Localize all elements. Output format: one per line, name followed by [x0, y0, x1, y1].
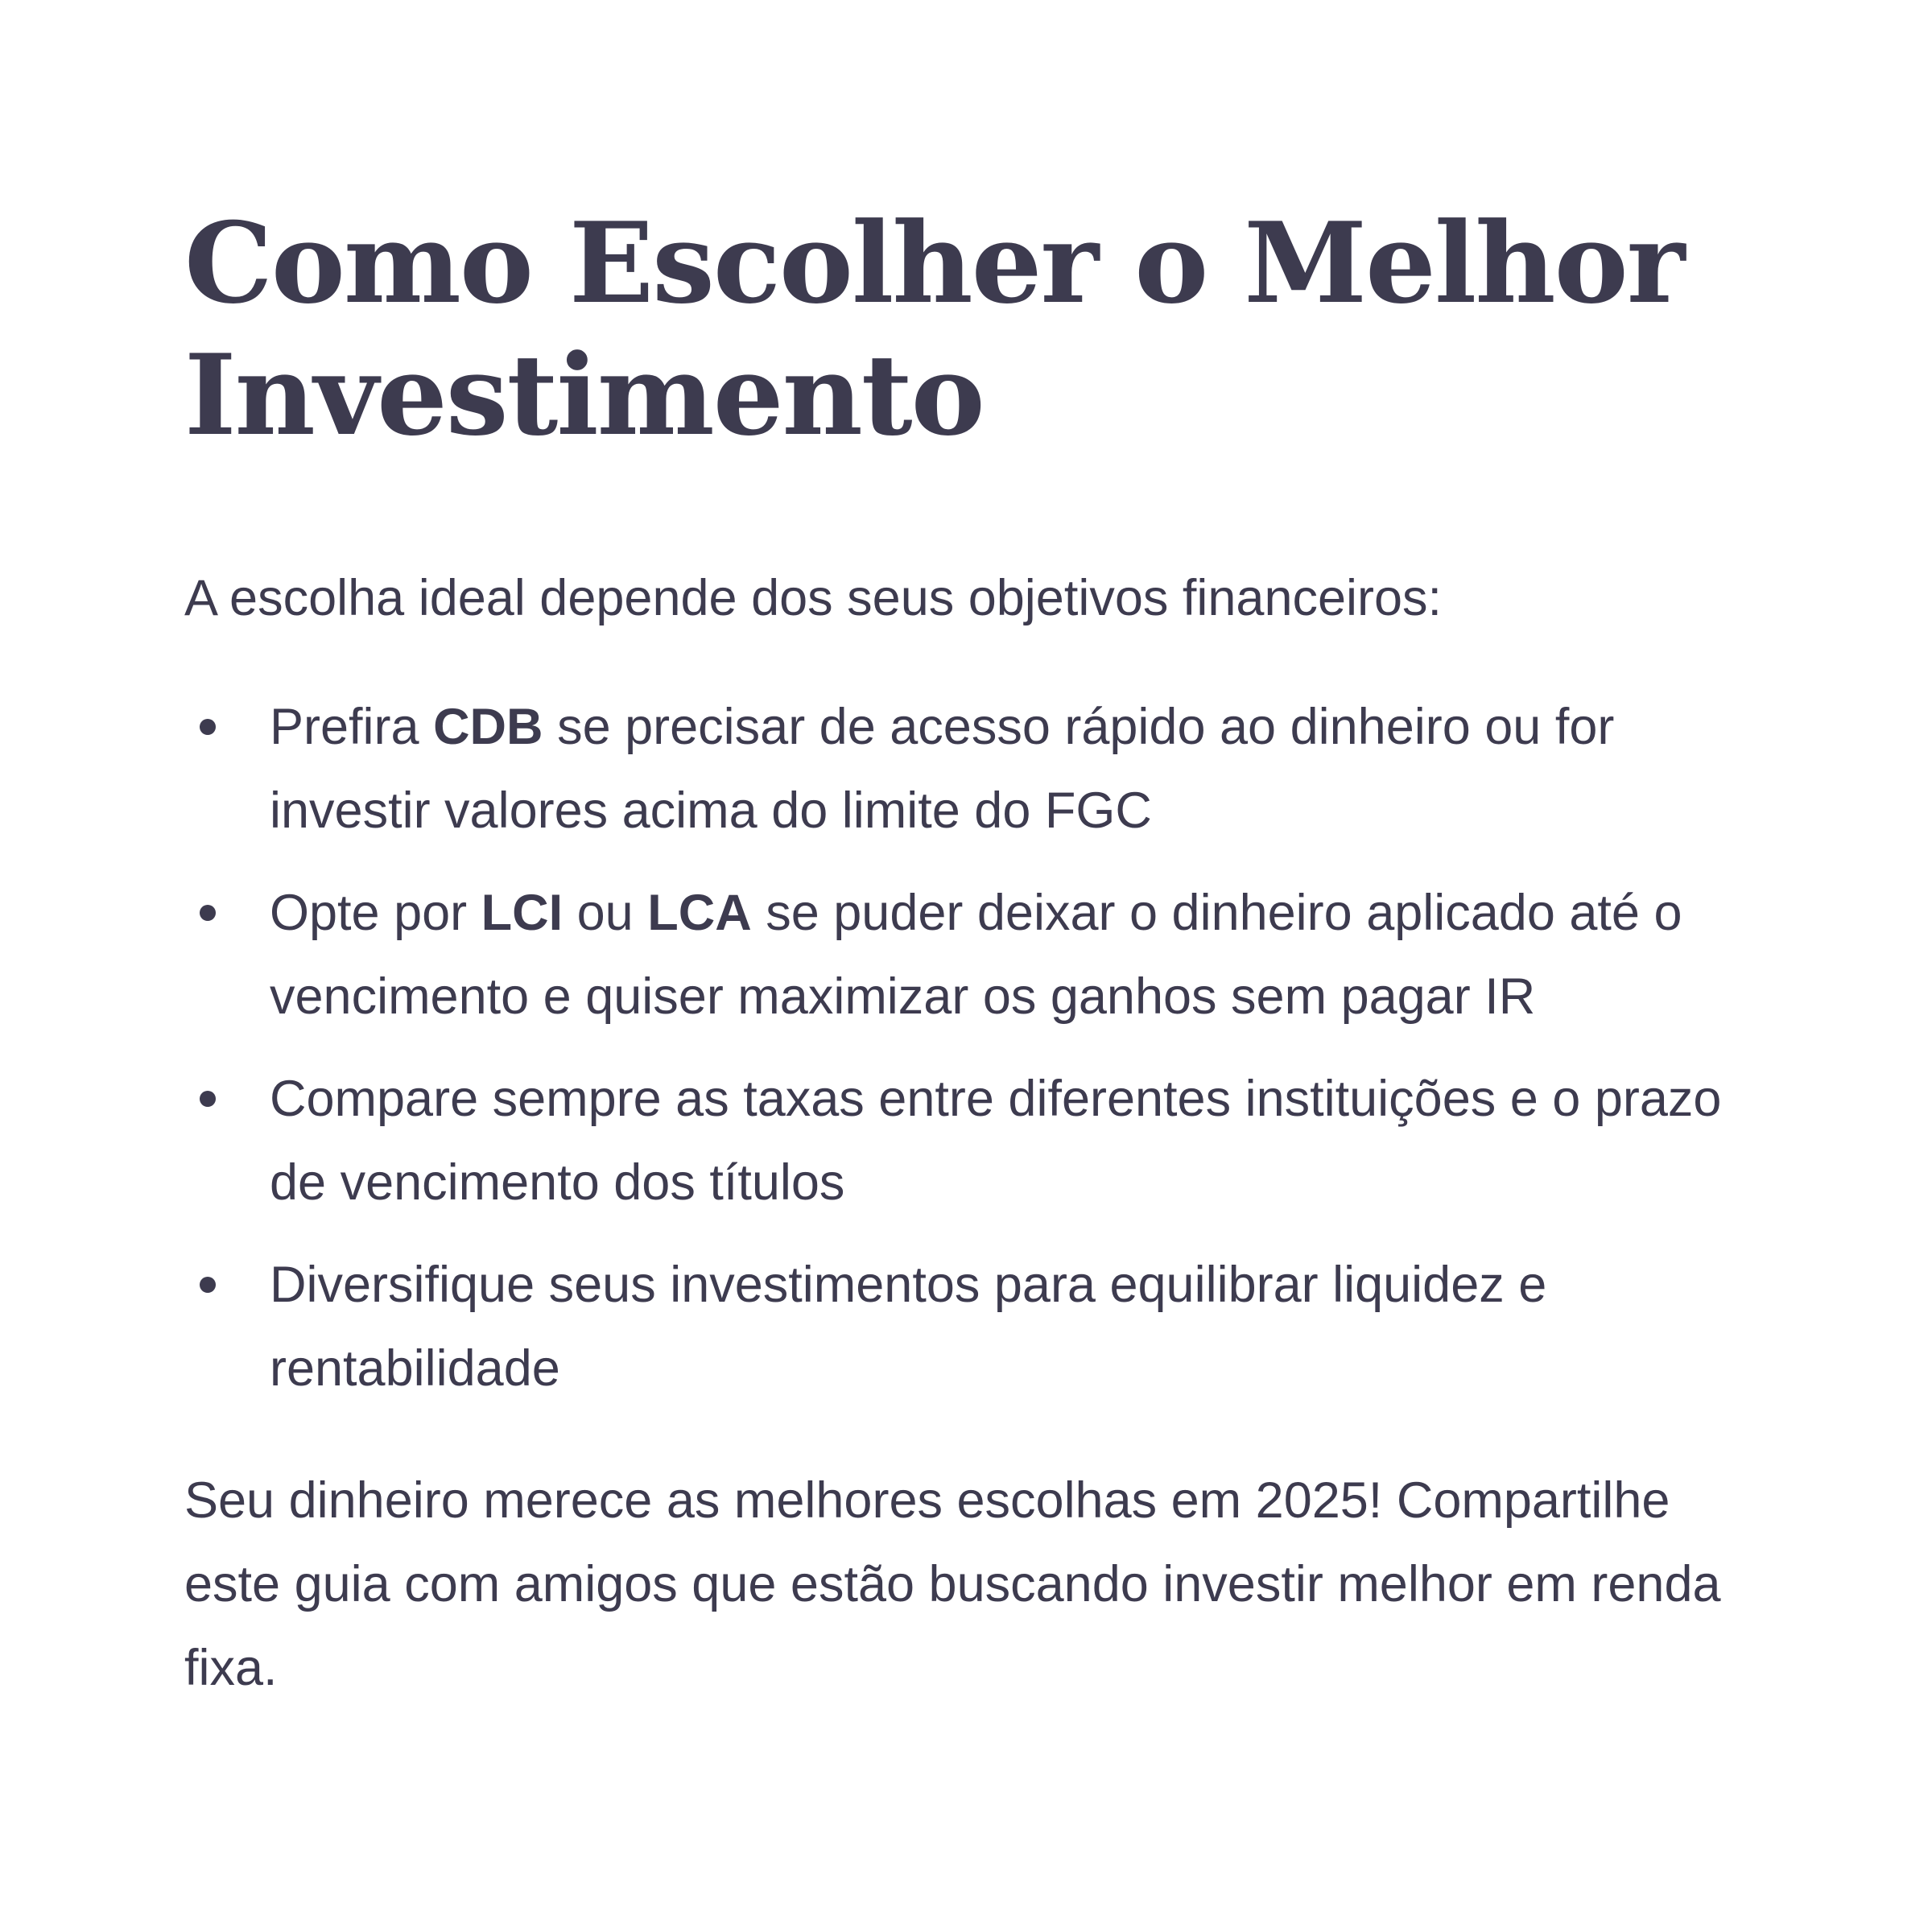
tip-text: Diversifique seus investimentos para equilibrar liquidez e rentabilidade	[270, 1257, 1547, 1397]
list-item	[184, 685, 1762, 852]
list-item	[184, 1243, 1762, 1410]
intro-paragraph: A escolha ideal depende dos seus objetivos financeiros:	[184, 570, 1443, 626]
list-item	[184, 1057, 1762, 1224]
tip-keyword: LCA	[647, 885, 752, 941]
tip-text: ou	[563, 885, 648, 941]
tip-text: Prefira	[270, 699, 434, 755]
tip-keyword: CDB	[433, 699, 543, 755]
list-item	[184, 871, 1762, 1038]
tip-text: se puder deixar o dinheiro aplicado até o vencimento e quiser maximizar os ganhos sem pagar IR	[270, 885, 1682, 1025]
tip-text: Opte por	[270, 885, 481, 941]
bullet-icon	[200, 1091, 216, 1107]
article	[184, 197, 1762, 1710]
bullet-icon	[200, 719, 216, 735]
tip-text: se precisar de acesso rápido ao dinheiro ou for investir valores acima do limite do FGC	[270, 699, 1615, 839]
bullet-icon	[200, 1277, 216, 1293]
bullet-icon	[200, 905, 216, 921]
page-title: Como Escolher o Melhor Investimento	[184, 197, 1684, 460]
closing-paragraph: Seu dinheiro merece as melhores escolhas em 2025! Compartilhe este guia com amigos que estão buscando investir melhor em renda fixa.	[184, 1472, 1721, 1696]
tip-keyword: LCI	[481, 885, 564, 941]
tip-text: Compare sempre as taxas entre diferentes instituições e o prazo de vencimento dos títulos	[270, 1071, 1722, 1211]
tips-list	[184, 685, 1762, 1410]
